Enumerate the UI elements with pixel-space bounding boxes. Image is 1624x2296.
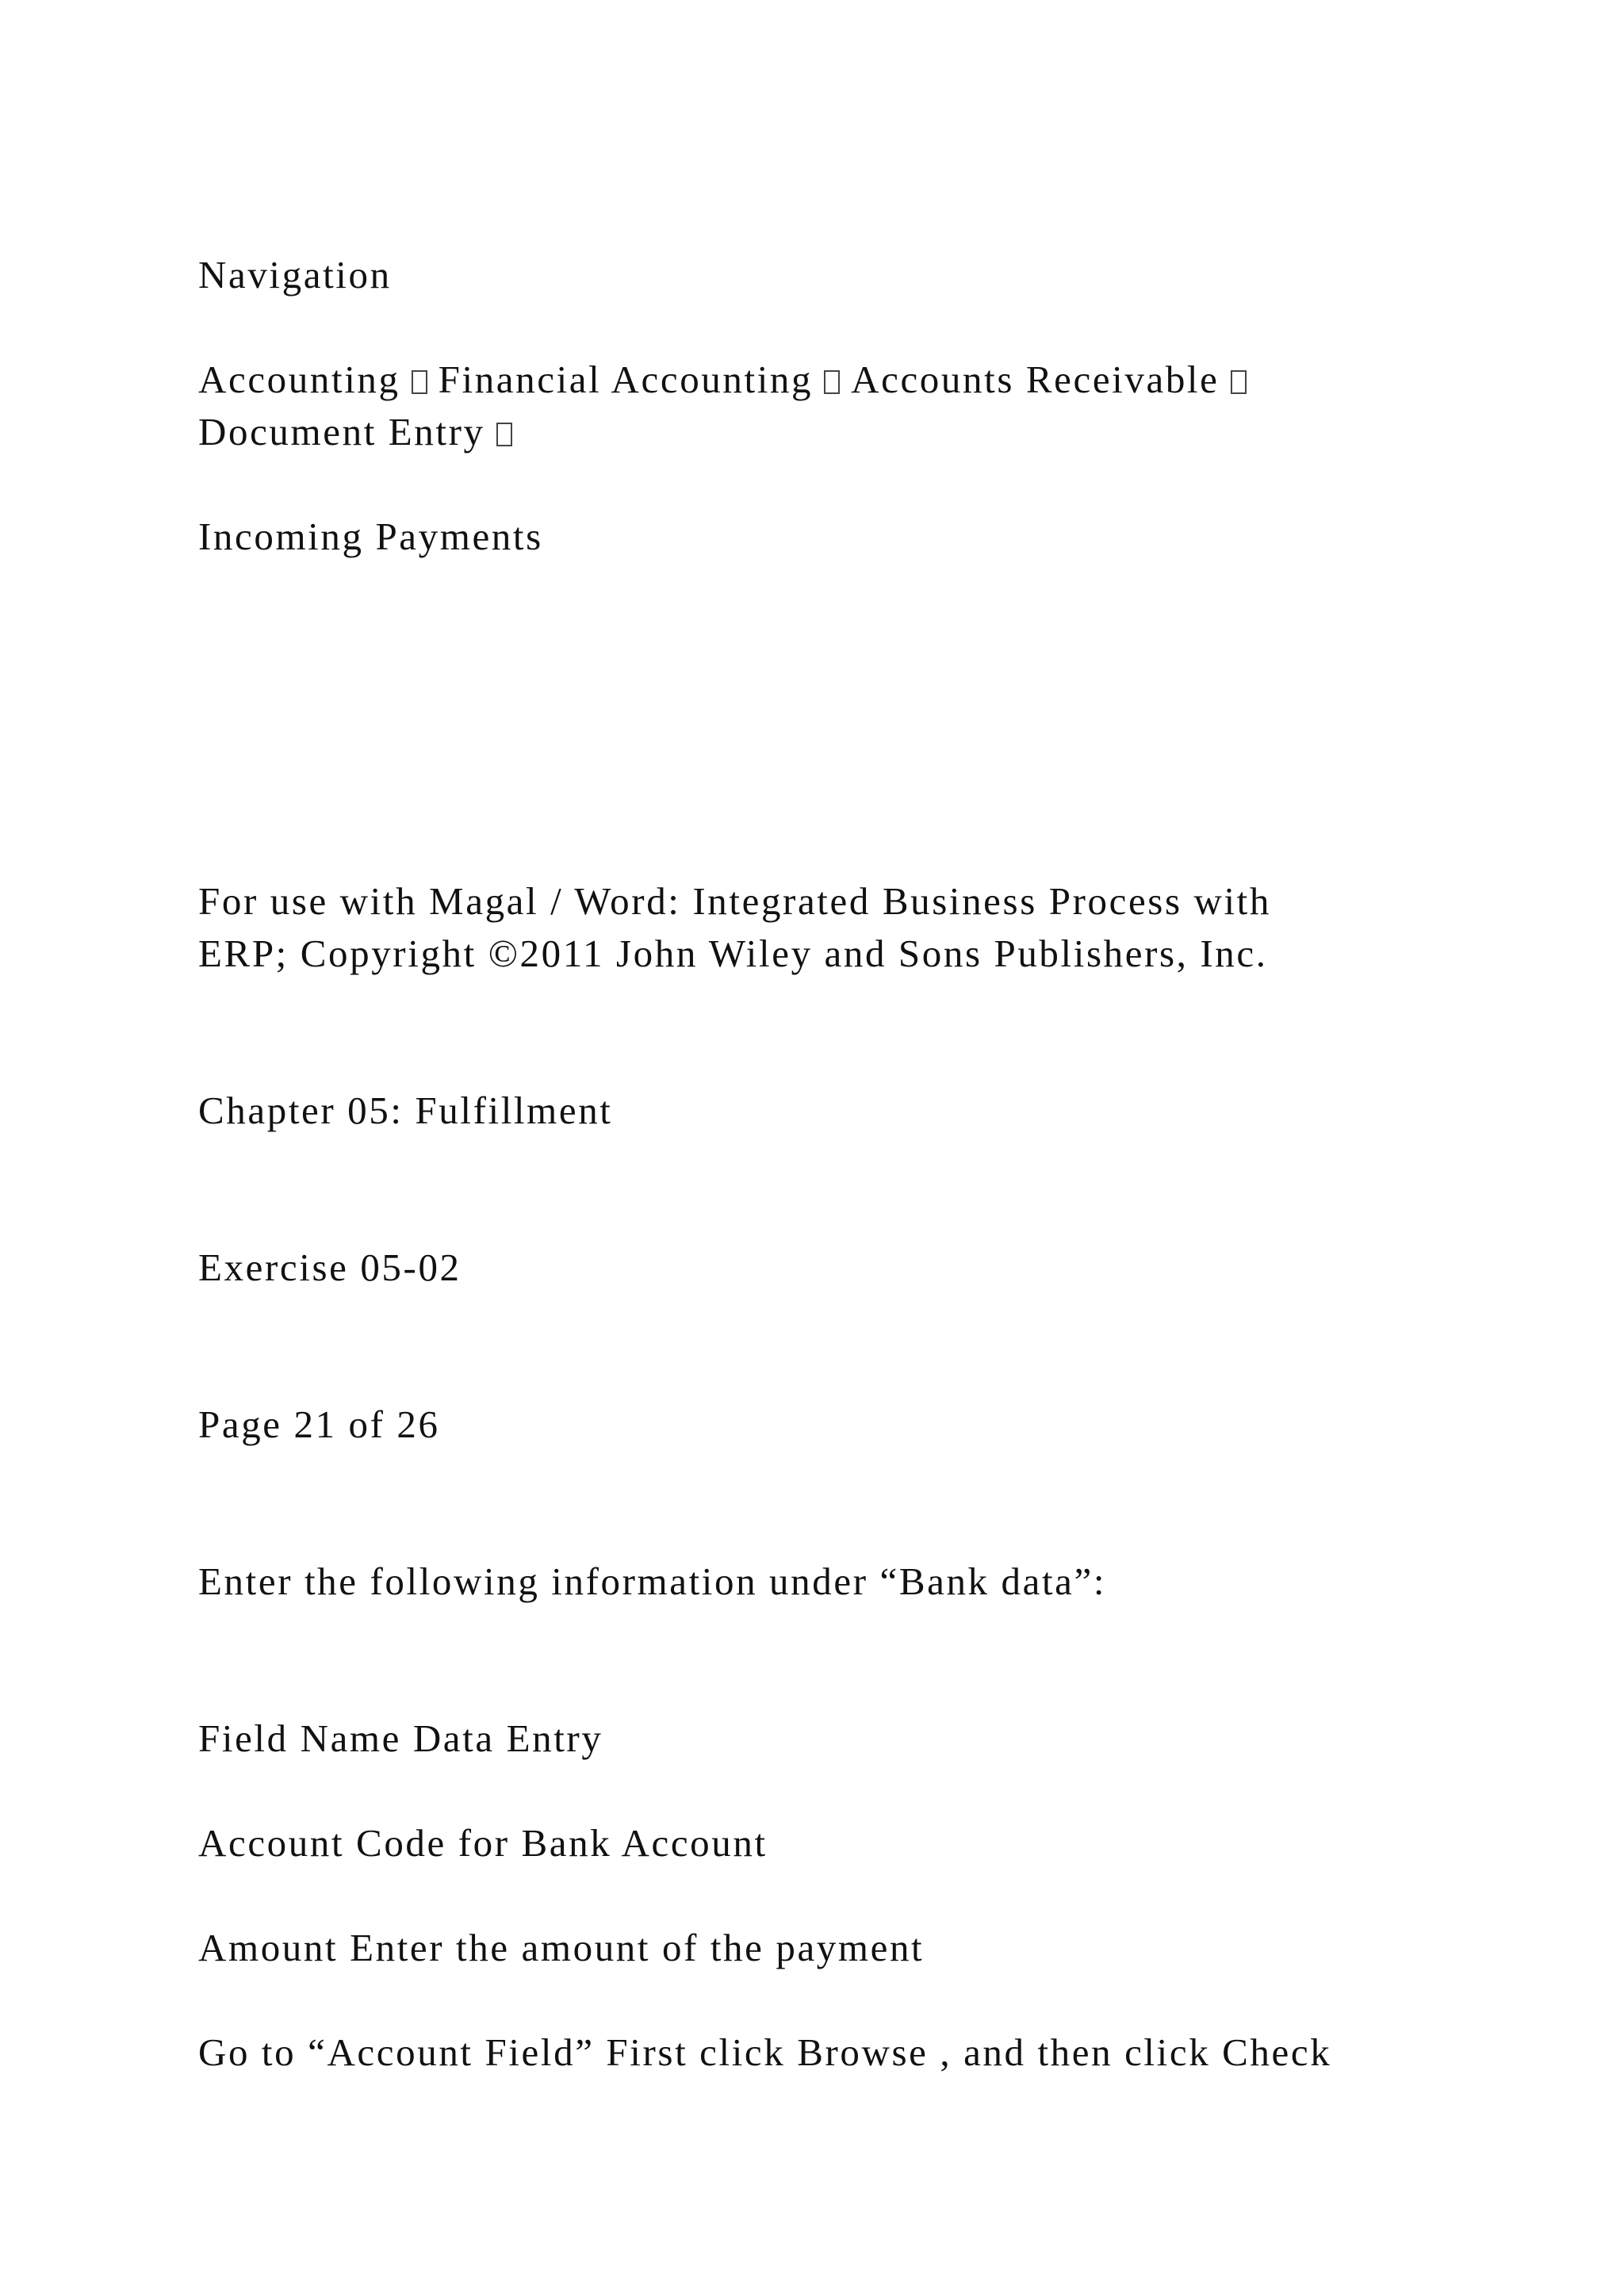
- arrow-icon: [824, 370, 840, 394]
- navigation-path-line-2: [198, 406, 523, 458]
- navigation-target: Incoming Payments: [198, 515, 543, 558]
- nav-step-financial-accounting: Financial Accounting: [438, 358, 814, 401]
- table-row: Amount Enter the amount of the payment: [198, 1926, 925, 1969]
- navigation-heading: Navigation: [198, 253, 392, 297]
- arrow-icon: [496, 423, 512, 446]
- table-header: Field Name Data Entry: [198, 1716, 603, 1760]
- nav-step-accounts-receivable: Accounts Receivable: [851, 358, 1220, 401]
- nav-step-document-entry: Document Entry: [198, 410, 485, 453]
- table-row: Account Code for Bank Account: [198, 1821, 768, 1865]
- copyright-line-1: For use with Magal / Word: Integrated Business Process with: [198, 879, 1271, 923]
- copyright-line-2: ERP; Copyright ©2011 John Wiley and Sons Publishers, Inc.: [198, 932, 1268, 975]
- arrow-icon: [1231, 370, 1247, 394]
- exercise-number: Exercise 05-02: [198, 1246, 462, 1289]
- nav-step-accounting: Accounting: [198, 358, 400, 401]
- step-instruction: Go to “Account Field” First click Browse , and then click Check: [198, 2030, 1332, 2074]
- instruction-text: Enter the following information under “Bank data”:: [198, 1559, 1107, 1603]
- page-number: Page 21 of 26: [198, 1402, 440, 1446]
- arrow-icon: [412, 370, 427, 394]
- navigation-path-line-1: [198, 354, 1258, 406]
- chapter-title: Chapter 05: Fulfillment: [198, 1089, 613, 1132]
